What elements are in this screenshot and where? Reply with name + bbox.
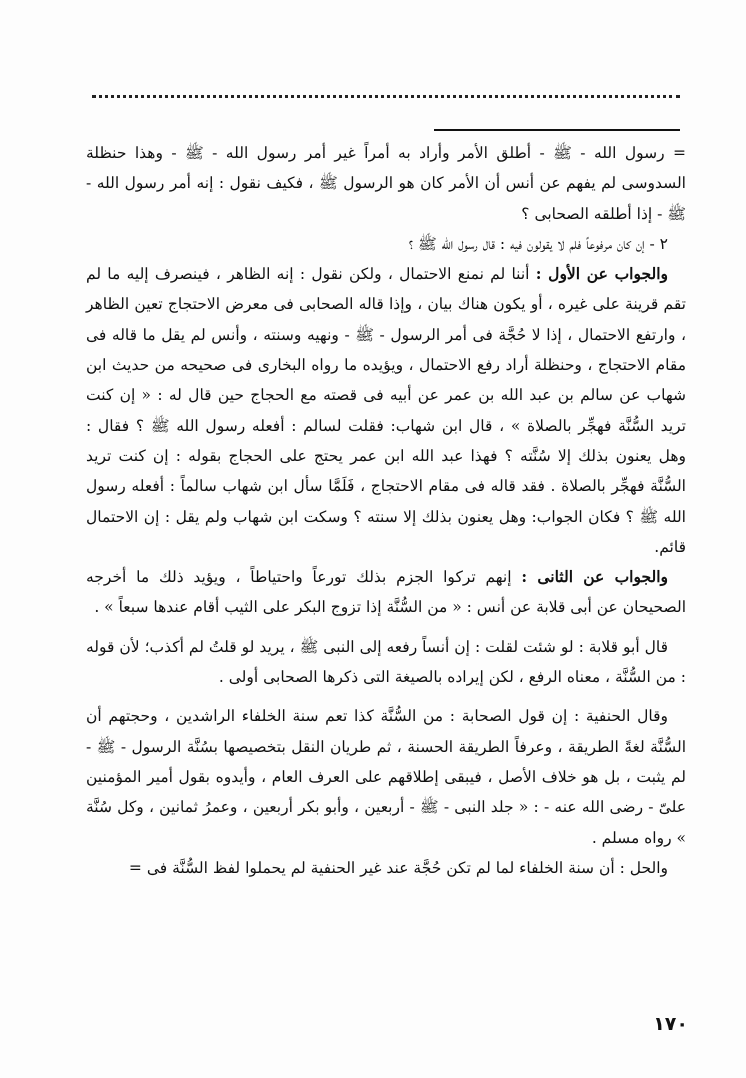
paragraph-3 [86, 259, 686, 562]
paragraph-1-text: = رسول الله - ﷺ - أطلق الأمر وأراد به أمراً غير أمر رسول الله - ﷺ - وهذا حنظلة السدوسى لم يفهم عن أنس أن الأمر كان هو الرسول ﷺ ، فكيف نقول : إنه أمر رسول الله - ﷺ - إذا أطلقه الصحابى ؟ [86, 144, 686, 223]
paragraph-6-text: وقال الحنفية : إن قول الصحابة : من السُّنَّة كذا تعم سنة الخلفاء الراشدين ، وحجتهم أن السُّنَّة لغةً الطريقة ، وعرفاً الطريقة الحسنة ، ثم طريان النقل بتخصيصها بسُنَّة الرسول - ﷺ - لم يثبت ، بل هو خلاف الأصل ، فيبقى إطلاقهم على العرف العام ، وأيدوه بقول أمير المؤمنين علىّ - رضى الله عنه - : « جلد النبى - ﷺ - أربعين ، وأبو بكر أربعين ، وعمرُ ثمانين ، وكل سُنَّة » رواه مسلم . [86, 707, 686, 847]
paragraph-3-lead: والجواب عن الأول : [535, 264, 669, 284]
paragraph-4-text: إنهم تركوا الجزم بذلك تورعاً واحتياطاً ، ويؤيد ذلك ما أخرجه الصحيحان عن أبى قلابة عن أنس : « من السُّنَّة إذا تزوج البكر على الثيب أقام عندها سبعاً » . [86, 568, 686, 617]
page-body-text [86, 138, 686, 883]
paragraph-1 [86, 138, 686, 229]
paragraph-5 [86, 632, 686, 693]
paragraph-4 [86, 562, 686, 623]
paragraph-4-lead: والجواب عن الثانى : [521, 567, 668, 587]
paragraph-6 [86, 701, 686, 852]
header-dotted-rule [92, 95, 680, 98]
paragraph-7 [86, 853, 686, 883]
paragraph-2 [86, 229, 686, 259]
page-number: ١٧٠ [653, 1013, 688, 1035]
paragraph-2-text: ٢ - إن كان مرفوعاً فلم لا يقولون فيه : قال رسول الله ﷺ ؟ [408, 234, 668, 253]
footnote-separator-rule [434, 129, 680, 131]
paragraph-5-text: قال أبو قلابة : لو شئت لقلت : إن أنساً رفعه إلى النبى ﷺ ، يريد لو قلتُ لم أكذب؛ لأن قوله : من السُّنَّة ، معناه الرفع ، لكن إيراده بالصيغة التى ذكرها الصحابى أولى . [86, 637, 686, 687]
paragraph-3-text: أننا لم نمنع الاحتمال ، ولكن نقول : إنه الظاهر ، فينصرف إليه ما لم تقم قرينة على غيره ، أو يكون هناك بيان ، وإذا قاله الصحابى فى معرض الاحتجاج تعين الظاهر ، وارتفع الاحتمال ، إذا لا حُجَّة فى أمر الرسول - ﷺ - ونهيه وسنته ، وأنس لم يقل ما قاله فى مقام الاحتجاج ، وحنظلة أراد رفع الاحتمال ، ويؤيده ما رواه البخارى فى صحيحه من حديث ابن شهاب عن سالم بن عبد الله بن عمر عن أبيه فى قصته مع الحجاج حين قال له : « إن كنت تريد السُّنَّة فهجِّر بالصلاة » ، قال ابن شهاب: فقلت لسالم : أفعله رسول الله ﷺ ؟ فقال : وهل يعنون بذلك إلا سُنَّته ؟ فهذا عبد الله ابن عمر يحتج على الحجاج بقوله : إن كنت تريد السُّنَّة فهجِّر بالصلاة . فقد قاله فى مقام الاحتجاج ، فَلَمَّا سأل ابن شهاب سالماً : أفعله رسول الله ﷺ ؟ فكان الجواب: وهل يعنون بذلك إلا سنته ؟ وسكت ابن شهاب ولم يقل : إن الاحتمال قائم. [86, 265, 686, 556]
paragraph-7-text: والحل : أن سنة الخلفاء لما لم تكن حُجَّة عند غير الحنفية لم يحملوا لفظ السُّنَّة فى = [128, 858, 668, 877]
